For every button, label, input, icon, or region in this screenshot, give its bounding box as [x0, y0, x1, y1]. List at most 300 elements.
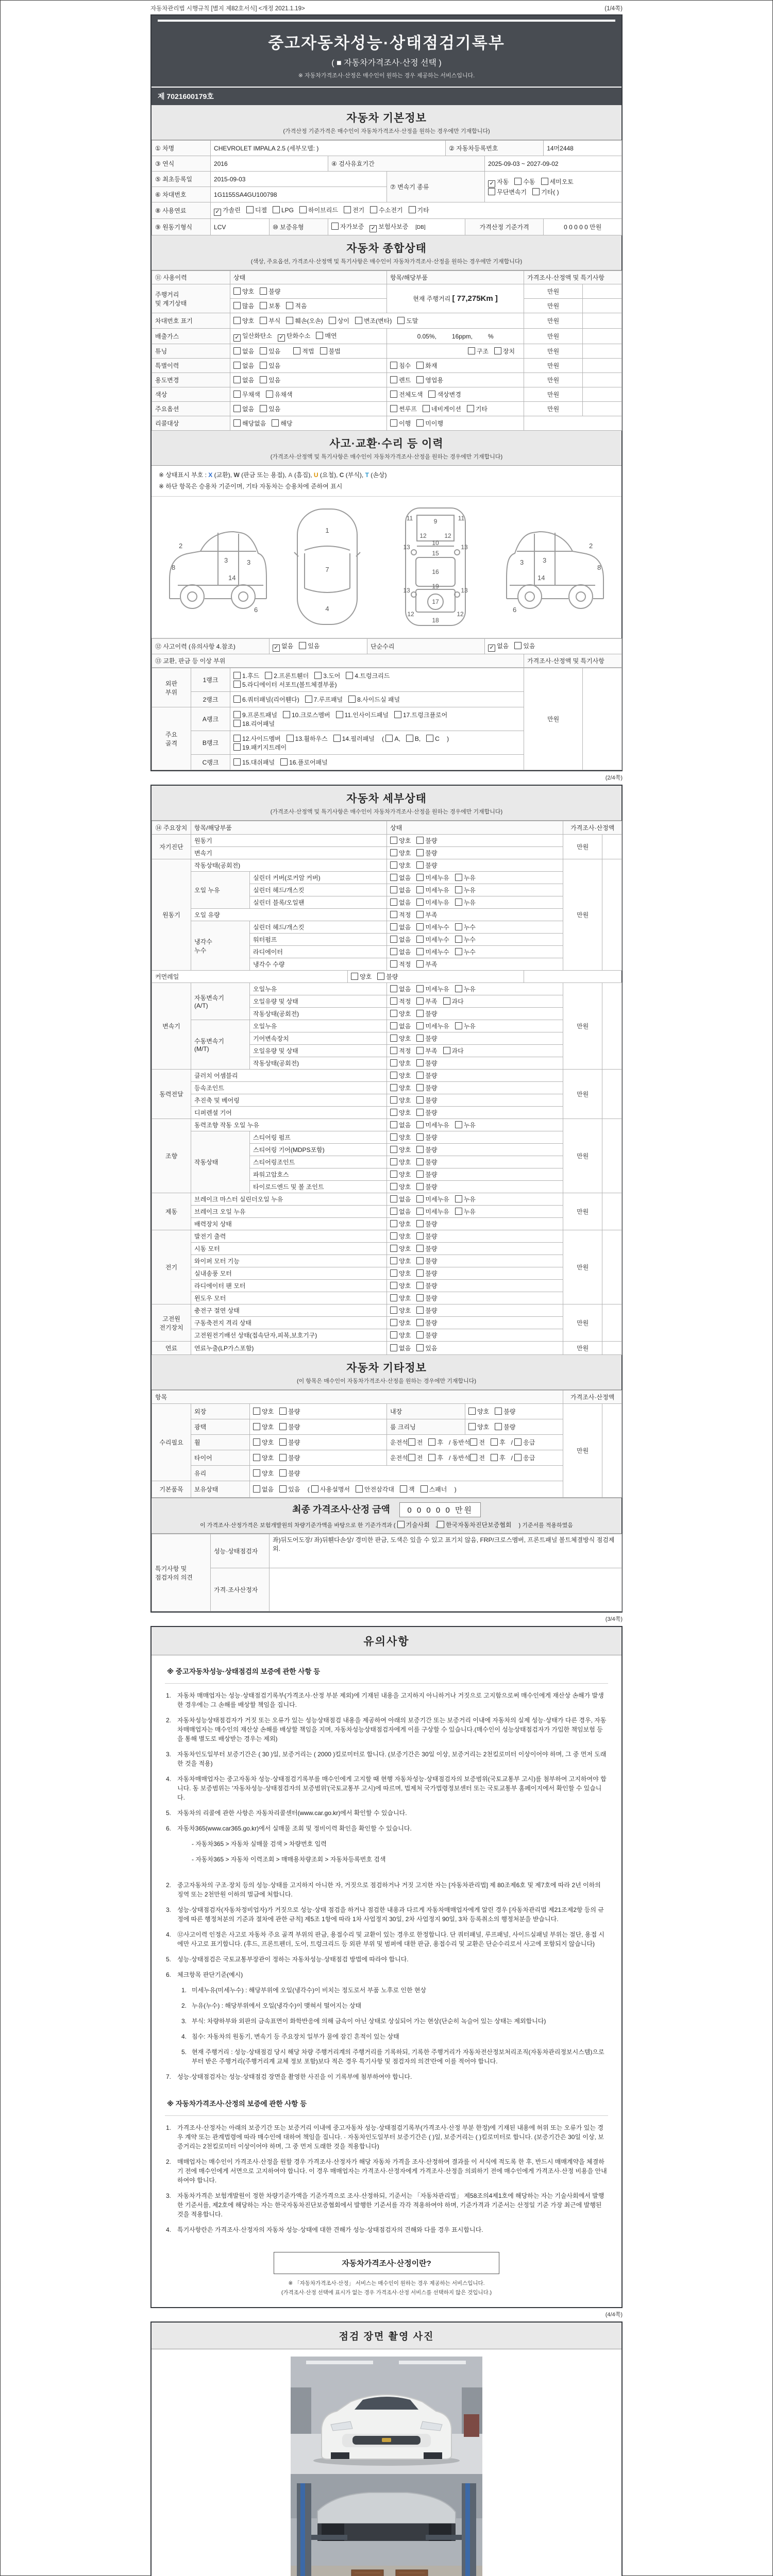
checkbox-icon[interactable] — [514, 1454, 522, 1461]
checkbox-option[interactable] — [488, 177, 509, 188]
checkbox-icon[interactable] — [390, 1022, 397, 1029]
checkbox-option[interactable] — [416, 419, 443, 428]
checkbox-option[interactable] — [265, 671, 309, 680]
checkbox-icon[interactable] — [390, 886, 397, 893]
checkbox-icon[interactable] — [390, 1059, 397, 1066]
checkbox-icon[interactable] — [416, 1072, 424, 1079]
checkbox-option[interactable] — [443, 1046, 464, 1055]
checkbox-icon[interactable] — [495, 1408, 502, 1415]
checkbox-option[interactable] — [416, 361, 437, 370]
checkbox-icon[interactable] — [253, 1438, 260, 1446]
checkbox-option[interactable] — [356, 1485, 394, 1494]
checkbox-option[interactable] — [299, 641, 320, 650]
checkbox-icon[interactable] — [416, 948, 424, 955]
checkbox-option[interactable] — [233, 719, 275, 728]
checkbox-icon[interactable] — [416, 1121, 424, 1128]
checkbox-option[interactable] — [514, 177, 535, 186]
checkbox-icon[interactable] — [416, 1022, 424, 1029]
checkbox-option[interactable] — [390, 1318, 411, 1327]
checkbox-option[interactable] — [416, 1182, 437, 1191]
checkbox-option[interactable] — [305, 695, 343, 704]
checkbox-icon[interactable] — [390, 861, 397, 869]
checkbox-option[interactable] — [253, 1407, 274, 1416]
checkbox-option[interactable] — [514, 1453, 535, 1462]
checkbox-option[interactable] — [390, 1034, 411, 1043]
checkbox-option[interactable] — [416, 1121, 449, 1129]
checkbox-icon[interactable] — [397, 1521, 405, 1528]
checkbox-icon[interactable] — [468, 1408, 476, 1415]
checkbox-icon[interactable]: ✓ — [278, 334, 285, 342]
checkbox-icon[interactable] — [390, 1319, 397, 1326]
checkbox-option[interactable] — [390, 1294, 411, 1302]
checkbox-option[interactable] — [467, 404, 488, 413]
checkbox-option[interactable] — [369, 222, 408, 232]
checkbox-option[interactable] — [390, 935, 411, 944]
checkbox-icon[interactable] — [426, 735, 433, 742]
checkbox-icon[interactable] — [421, 1485, 428, 1493]
checkbox-option[interactable] — [416, 1318, 437, 1327]
checkbox-icon[interactable] — [265, 672, 272, 679]
checkbox-option[interactable] — [279, 1407, 300, 1416]
checkbox-option[interactable] — [455, 947, 476, 956]
checkbox-option[interactable] — [416, 1133, 437, 1142]
checkbox-icon[interactable] — [428, 1438, 435, 1446]
checkbox-icon[interactable] — [279, 1423, 287, 1430]
checkbox-icon[interactable] — [390, 936, 397, 943]
checkbox-icon[interactable] — [455, 985, 462, 992]
checkbox-icon[interactable] — [390, 1282, 397, 1289]
checkbox-option[interactable] — [416, 1022, 449, 1030]
checkbox-option[interactable] — [233, 680, 337, 689]
checkbox-option[interactable] — [468, 1422, 489, 1431]
checkbox-icon[interactable] — [390, 362, 397, 369]
checkbox-icon[interactable] — [390, 1269, 397, 1277]
checkbox-icon[interactable] — [514, 178, 522, 185]
checkbox-icon[interactable] — [233, 758, 241, 766]
checkbox-icon[interactable] — [390, 985, 397, 992]
checkbox-option[interactable] — [279, 1485, 300, 1494]
checkbox-icon[interactable] — [233, 720, 241, 727]
checkbox-icon[interactable] — [233, 743, 241, 751]
checkbox-icon[interactable] — [390, 405, 397, 412]
checkbox-option[interactable] — [532, 188, 559, 196]
checkbox-option[interactable] — [455, 873, 476, 882]
checkbox-option[interactable] — [287, 734, 328, 743]
checkbox-option[interactable] — [390, 861, 411, 870]
checkbox-option[interactable] — [390, 404, 417, 413]
checkbox-option[interactable] — [416, 873, 449, 882]
checkbox-icon[interactable] — [260, 302, 267, 309]
checkbox-option[interactable] — [260, 376, 280, 384]
checkbox-option[interactable] — [233, 301, 254, 310]
checkbox-option[interactable] — [390, 1096, 411, 1105]
checkbox-option[interactable] — [416, 1257, 437, 1265]
checkbox-option[interactable] — [253, 1485, 274, 1494]
checkbox-icon[interactable] — [266, 391, 273, 398]
checkbox-icon[interactable] — [390, 391, 397, 398]
checkbox-option[interactable] — [260, 287, 280, 296]
checkbox-option[interactable] — [409, 206, 429, 214]
checkbox-option[interactable] — [390, 1022, 411, 1030]
checkbox-icon[interactable] — [253, 1469, 260, 1477]
checkbox-option[interactable] — [416, 1232, 437, 1241]
checkbox-icon[interactable] — [286, 302, 293, 309]
checkbox-icon[interactable] — [416, 923, 424, 930]
checkbox-icon[interactable] — [390, 1047, 397, 1054]
checkbox-icon[interactable] — [416, 837, 424, 844]
checkbox-icon[interactable] — [286, 317, 293, 324]
checkbox-icon[interactable] — [455, 1195, 462, 1202]
checkbox-option[interactable] — [390, 836, 411, 845]
checkbox-option[interactable] — [408, 1453, 423, 1462]
checkbox-option[interactable] — [455, 985, 476, 993]
checkbox-icon[interactable] — [416, 376, 424, 383]
checkbox-icon[interactable] — [346, 672, 353, 679]
checkbox-option[interactable] — [408, 1438, 423, 1447]
checkbox-icon[interactable] — [455, 1121, 462, 1128]
checkbox-option[interactable] — [491, 1438, 506, 1447]
checkbox-icon[interactable] — [470, 1454, 477, 1461]
checkbox-option[interactable] — [514, 1438, 535, 1447]
checkbox-option[interactable] — [320, 347, 341, 355]
checkbox-option[interactable] — [286, 316, 323, 325]
checkbox-icon[interactable] — [416, 1096, 424, 1104]
checkbox-icon[interactable] — [333, 735, 341, 742]
checkbox-icon[interactable] — [416, 985, 424, 992]
checkbox-icon[interactable] — [416, 1307, 424, 1314]
checkbox-icon[interactable] — [390, 837, 397, 844]
checkbox-icon[interactable] — [455, 1022, 462, 1029]
checkbox-icon[interactable] — [408, 1454, 415, 1461]
checkbox-option[interactable] — [260, 361, 280, 370]
checkbox-option[interactable] — [416, 1170, 437, 1179]
checkbox-icon[interactable] — [443, 997, 450, 1005]
checkbox-icon[interactable] — [416, 1183, 424, 1190]
checkbox-option[interactable] — [416, 1096, 437, 1105]
checkbox-icon[interactable] — [495, 1423, 502, 1430]
checkbox-icon[interactable] — [416, 849, 424, 856]
checkbox-option[interactable] — [390, 1133, 411, 1142]
checkbox-option[interactable] — [344, 206, 364, 214]
checkbox-option[interactable] — [273, 641, 293, 652]
checkbox-option[interactable] — [390, 947, 411, 956]
checkbox-option[interactable] — [470, 1453, 485, 1462]
checkbox-icon[interactable] — [390, 849, 397, 856]
checkbox-icon[interactable] — [377, 973, 384, 980]
checkbox-option[interactable] — [416, 1294, 437, 1302]
checkbox-option[interactable] — [377, 972, 398, 981]
checkbox-icon[interactable] — [416, 1171, 424, 1178]
checkbox-icon[interactable]: ✓ — [214, 209, 221, 216]
checkbox-option[interactable] — [426, 735, 440, 742]
checkbox-option[interactable] — [390, 1269, 411, 1278]
checkbox-option[interactable] — [266, 390, 293, 399]
checkbox-option[interactable] — [416, 886, 449, 894]
checkbox-option[interactable] — [390, 997, 411, 1006]
checkbox-icon[interactable] — [260, 376, 267, 383]
checkbox-icon[interactable] — [233, 711, 241, 718]
checkbox-option[interactable] — [390, 923, 411, 931]
checkbox-option[interactable] — [416, 935, 449, 944]
checkbox-icon[interactable] — [468, 347, 475, 354]
checkbox-option[interactable] — [416, 1219, 437, 1228]
checkbox-icon[interactable] — [409, 206, 416, 213]
checkbox-option[interactable] — [495, 1407, 515, 1416]
checkbox-icon[interactable] — [348, 696, 356, 703]
checkbox-icon[interactable] — [272, 419, 279, 427]
checkbox-option[interactable] — [390, 849, 411, 857]
checkbox-option[interactable] — [333, 734, 375, 743]
checkbox-icon[interactable] — [400, 1485, 407, 1493]
checkbox-option[interactable] — [468, 347, 489, 355]
checkbox-icon[interactable] — [293, 347, 300, 354]
checkbox-icon[interactable] — [233, 391, 241, 398]
checkbox-icon[interactable] — [233, 672, 241, 679]
checkbox-icon[interactable] — [233, 735, 241, 742]
checkbox-option[interactable] — [351, 972, 372, 981]
checkbox-icon[interactable] — [416, 874, 424, 881]
checkbox-icon[interactable] — [336, 711, 343, 718]
checkbox-option[interactable] — [397, 1520, 430, 1529]
checkbox-option[interactable] — [428, 1453, 443, 1462]
checkbox-option[interactable] — [400, 1485, 415, 1494]
checkbox-option[interactable] — [390, 1281, 411, 1290]
checkbox-icon[interactable] — [279, 1485, 287, 1493]
checkbox-icon[interactable] — [416, 1232, 424, 1240]
checkbox-icon[interactable] — [390, 911, 397, 918]
checkbox-option[interactable] — [455, 1121, 476, 1129]
checkbox-icon[interactable] — [233, 302, 241, 309]
checkbox-icon[interactable] — [390, 1146, 397, 1153]
checkbox-icon[interactable] — [455, 874, 462, 881]
checkbox-option[interactable] — [397, 316, 418, 325]
checkbox-icon[interactable] — [253, 1408, 260, 1415]
checkbox-option[interactable] — [390, 376, 411, 384]
checkbox-option[interactable] — [348, 695, 400, 704]
checkbox-option[interactable] — [437, 1520, 512, 1529]
checkbox-option[interactable] — [390, 1059, 411, 1067]
checkbox-option[interactable] — [416, 1244, 437, 1253]
checkbox-option[interactable] — [279, 1453, 300, 1462]
checkbox-option[interactable] — [468, 1407, 489, 1416]
checkbox-icon[interactable] — [273, 206, 280, 213]
checkbox-option[interactable] — [416, 1046, 437, 1055]
checkbox-option[interactable] — [279, 1438, 300, 1447]
checkbox-icon[interactable] — [488, 188, 495, 195]
checkbox-option[interactable] — [416, 910, 437, 919]
checkbox-icon[interactable] — [390, 1294, 397, 1301]
checkbox-option[interactable] — [233, 743, 287, 752]
checkbox-icon[interactable] — [390, 1171, 397, 1178]
checkbox-option[interactable] — [428, 1438, 443, 1447]
checkbox-option[interactable] — [314, 671, 340, 680]
checkbox-icon[interactable] — [416, 960, 424, 968]
checkbox-option[interactable] — [233, 710, 277, 719]
checkbox-icon[interactable] — [416, 1257, 424, 1264]
checkbox-icon[interactable] — [416, 1084, 424, 1091]
checkbox-icon[interactable] — [416, 1158, 424, 1165]
checkbox-option[interactable] — [416, 1195, 449, 1204]
checkbox-icon[interactable] — [390, 1257, 397, 1264]
checkbox-icon[interactable] — [280, 758, 288, 766]
checkbox-icon[interactable] — [355, 317, 362, 324]
checkbox-option[interactable] — [390, 390, 423, 399]
checkbox-icon[interactable] — [329, 317, 336, 324]
checkbox-option[interactable] — [246, 206, 267, 214]
checkbox-option[interactable] — [390, 1046, 411, 1055]
checkbox-option[interactable] — [416, 1158, 437, 1166]
checkbox-icon[interactable] — [390, 1232, 397, 1240]
checkbox-option[interactable] — [390, 1344, 411, 1352]
checkbox-icon[interactable] — [416, 1047, 424, 1054]
checkbox-icon[interactable] — [455, 923, 462, 930]
checkbox-option[interactable] — [390, 1108, 411, 1117]
checkbox-icon[interactable] — [416, 997, 424, 1005]
checkbox-option[interactable] — [390, 1071, 411, 1080]
checkbox-option[interactable] — [455, 886, 476, 894]
checkbox-icon[interactable] — [494, 347, 501, 354]
checkbox-icon[interactable] — [390, 874, 397, 881]
checkbox-icon[interactable] — [541, 178, 548, 185]
checkbox-icon[interactable] — [416, 1331, 424, 1338]
checkbox-option[interactable] — [233, 404, 254, 413]
checkbox-option[interactable] — [416, 1083, 437, 1092]
checkbox-option[interactable] — [390, 898, 411, 907]
checkbox-icon[interactable] — [455, 1208, 462, 1215]
checkbox-icon[interactable] — [455, 886, 462, 893]
checkbox-icon[interactable] — [467, 405, 474, 412]
checkbox-option[interactable] — [390, 1306, 411, 1315]
checkbox-option[interactable] — [416, 1071, 437, 1080]
checkbox-icon[interactable] — [299, 642, 306, 649]
checkbox-icon[interactable]: ✓ — [488, 645, 495, 652]
checkbox-icon[interactable] — [390, 1331, 397, 1338]
checkbox-icon[interactable] — [390, 1208, 397, 1215]
checkbox-option[interactable] — [385, 735, 400, 742]
checkbox-option[interactable] — [233, 419, 266, 428]
checkbox-icon[interactable] — [287, 735, 294, 742]
checkbox-icon[interactable]: ✓ — [233, 334, 241, 342]
checkbox-option[interactable] — [329, 316, 349, 325]
checkbox-icon[interactable] — [416, 936, 424, 943]
checkbox-option[interactable] — [390, 1009, 411, 1018]
checkbox-option[interactable] — [455, 1207, 476, 1216]
checkbox-icon[interactable] — [390, 1307, 397, 1314]
checkbox-icon[interactable] — [390, 1183, 397, 1190]
checkbox-option[interactable] — [390, 1195, 411, 1204]
checkbox-option[interactable] — [416, 960, 437, 969]
checkbox-icon[interactable] — [233, 696, 241, 703]
checkbox-icon[interactable] — [233, 376, 241, 383]
checkbox-icon[interactable] — [390, 1220, 397, 1227]
checkbox-icon[interactable] — [279, 1438, 287, 1446]
checkbox-option[interactable] — [390, 361, 411, 370]
checkbox-icon[interactable] — [390, 1072, 397, 1079]
checkbox-option[interactable] — [416, 861, 437, 870]
checkbox-option[interactable] — [233, 331, 272, 342]
checkbox-icon[interactable] — [344, 206, 351, 213]
checkbox-icon[interactable] — [514, 1438, 522, 1446]
checkbox-icon[interactable] — [416, 1245, 424, 1252]
checkbox-option[interactable] — [260, 404, 280, 413]
checkbox-icon[interactable] — [233, 317, 241, 324]
checkbox-option[interactable] — [416, 1108, 437, 1117]
checkbox-icon[interactable] — [390, 923, 397, 930]
checkbox-icon[interactable] — [514, 642, 522, 649]
checkbox-icon[interactable] — [233, 347, 241, 354]
checkbox-option[interactable] — [390, 1170, 411, 1179]
checkbox-icon[interactable] — [351, 973, 358, 980]
checkbox-icon[interactable] — [416, 899, 424, 906]
checkbox-icon[interactable] — [416, 1282, 424, 1289]
checkbox-option[interactable] — [233, 390, 260, 399]
checkbox-option[interactable] — [390, 1083, 411, 1092]
checkbox-icon[interactable] — [416, 1208, 424, 1215]
checkbox-icon[interactable] — [279, 1454, 287, 1461]
checkbox-icon[interactable] — [314, 672, 322, 679]
checkbox-icon[interactable] — [416, 1195, 424, 1202]
checkbox-option[interactable] — [416, 997, 437, 1006]
checkbox-option[interactable] — [390, 910, 411, 919]
checkbox-option[interactable] — [416, 985, 449, 993]
checkbox-icon[interactable] — [443, 1047, 450, 1054]
checkbox-option[interactable] — [416, 1306, 437, 1315]
checkbox-option[interactable] — [253, 1469, 274, 1478]
checkbox-icon[interactable] — [416, 1269, 424, 1277]
checkbox-option[interactable] — [416, 1059, 437, 1067]
checkbox-option[interactable] — [280, 758, 328, 767]
checkbox-option[interactable] — [390, 1121, 411, 1129]
checkbox-option[interactable] — [416, 898, 449, 907]
checkbox-icon[interactable] — [406, 735, 413, 742]
checkbox-icon[interactable] — [390, 1195, 397, 1202]
checkbox-icon[interactable] — [253, 1485, 260, 1493]
checkbox-option[interactable] — [253, 1453, 274, 1462]
checkbox-option[interactable] — [416, 923, 449, 931]
checkbox-icon[interactable] — [416, 1319, 424, 1326]
checkbox-icon[interactable] — [253, 1454, 260, 1461]
checkbox-icon[interactable] — [416, 1059, 424, 1066]
checkbox-option[interactable] — [260, 347, 280, 355]
checkbox-icon[interactable] — [279, 1408, 287, 1415]
checkbox-option[interactable] — [390, 960, 411, 969]
checkbox-icon[interactable] — [455, 948, 462, 955]
checkbox-option[interactable] — [233, 734, 281, 743]
checkbox-option[interactable] — [416, 376, 443, 384]
checkbox-option[interactable] — [416, 1331, 437, 1340]
checkbox-icon[interactable] — [437, 1521, 444, 1528]
checkbox-option[interactable] — [455, 1022, 476, 1030]
checkbox-option[interactable] — [370, 206, 402, 214]
checkbox-icon[interactable] — [408, 1438, 415, 1446]
checkbox-option[interactable] — [214, 206, 241, 216]
checkbox-icon[interactable] — [390, 1096, 397, 1104]
checkbox-icon[interactable] — [390, 1035, 397, 1042]
checkbox-option[interactable] — [495, 1422, 515, 1431]
checkbox-icon[interactable] — [470, 1438, 477, 1446]
checkbox-icon[interactable] — [260, 317, 267, 324]
checkbox-option[interactable] — [299, 206, 338, 214]
checkbox-icon[interactable] — [390, 1010, 397, 1017]
checkbox-option[interactable] — [470, 1438, 485, 1447]
checkbox-icon[interactable] — [397, 317, 405, 324]
checkbox-option[interactable] — [390, 873, 411, 882]
checkbox-icon[interactable]: ✓ — [369, 225, 377, 232]
checkbox-icon[interactable] — [390, 1084, 397, 1091]
checkbox-option[interactable] — [390, 1158, 411, 1166]
checkbox-option[interactable] — [390, 1232, 411, 1241]
checkbox-icon[interactable] — [299, 206, 307, 213]
